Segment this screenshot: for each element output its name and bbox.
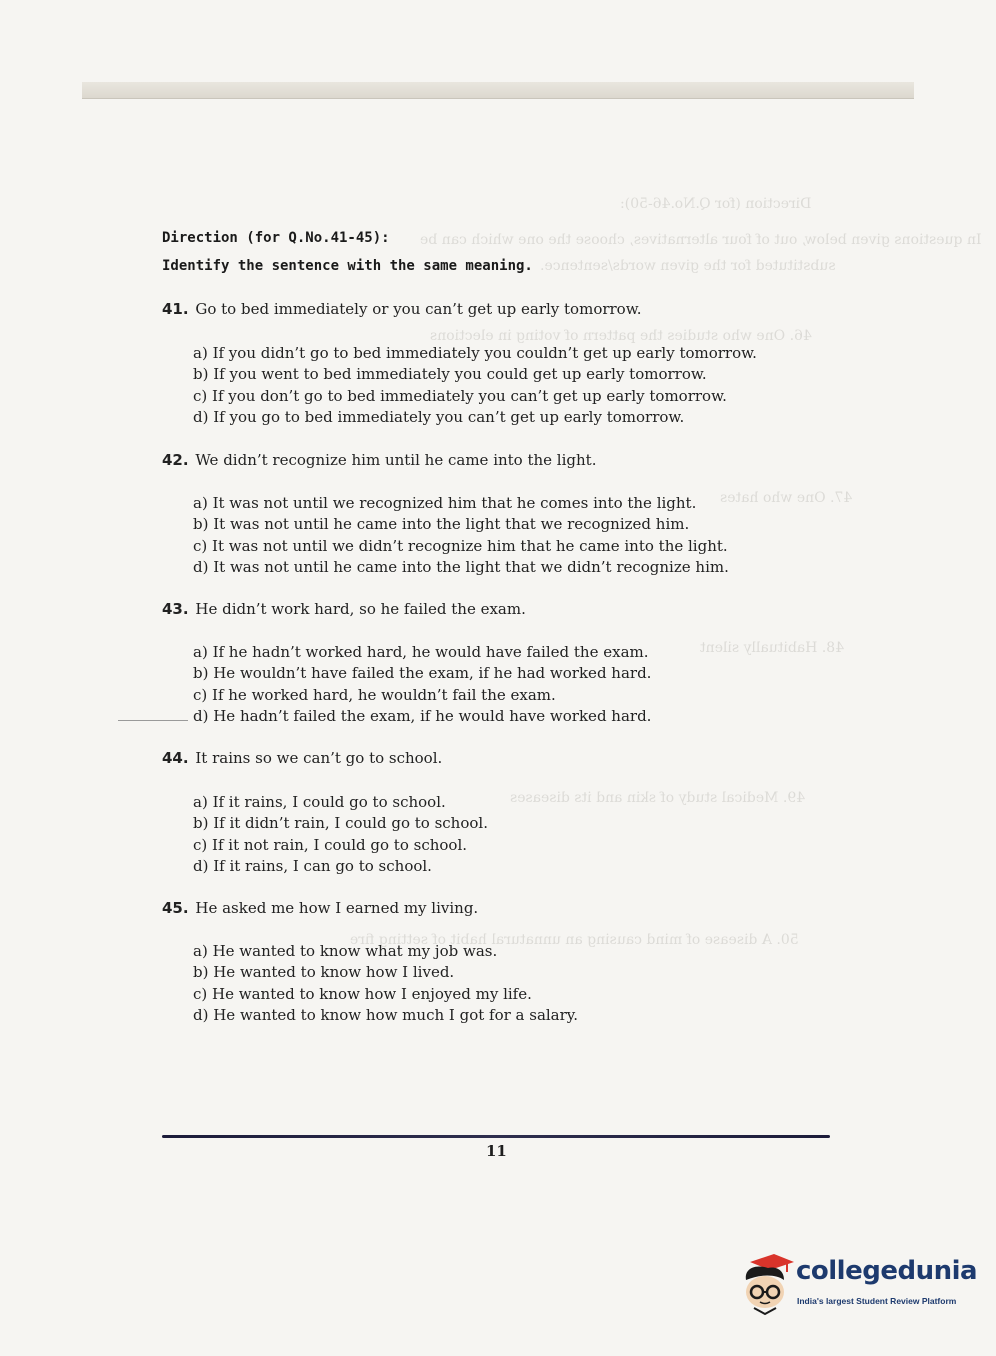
mascot-icon [740, 1252, 796, 1318]
question-43 [162, 600, 526, 618]
option-b: b) If it didn’t rain, I could go to school. [193, 814, 488, 833]
question-number: 41. [162, 300, 189, 318]
bleed-through-text: 48. Habitually silent [700, 640, 845, 656]
question-number: 45. [162, 899, 189, 917]
question-45 [162, 899, 478, 917]
option-a: a) If it rains, I could go to school. [193, 793, 446, 811]
logo-tagline: India's largest Student Review Platform [797, 1296, 957, 1306]
bleed-through-text: In questions given below, out of four alternatives, choose the one which can be [420, 232, 982, 248]
option-c: c) If it not rain, I could go to school. [193, 835, 468, 854]
page-number: 11 [486, 1142, 507, 1160]
question-number: 44. [162, 749, 189, 767]
options-45 [193, 941, 578, 1026]
option-a: a) If you didn’t go to bed immediately you couldn’t get up early tomorrow. [193, 344, 757, 362]
bleed-through-text: Direction (for Q.No.46-50): [620, 196, 812, 212]
scan-top-strip [82, 82, 914, 99]
option-a: a) It was not until we recognized him that he comes into the light. [193, 494, 697, 512]
option-b: b) He wanted to know how I lived. [193, 963, 455, 982]
option-c: c) It was not until we didn’t recognize him that he came into the light. [193, 536, 728, 555]
bleed-through-text: substituted for the given words/sentence. [540, 258, 836, 274]
bleed-through-text: 49. Medical study of skin and its diseases [510, 790, 806, 806]
question-text: We didn’t recognize him until he came into the light. [195, 451, 597, 469]
bleed-through-text: 47. One who hates [720, 490, 853, 506]
option-b: b) He wouldn’t have failed the exam, if he had worked hard. [193, 664, 652, 683]
bleed-through-text: 50. A disease of mind causing an unnatural habit of setting fire [350, 932, 799, 948]
scan-artifact-line [118, 720, 188, 721]
options-43 [193, 642, 651, 727]
option-b: b) If you went to bed immediately you could get up early tomorrow. [193, 365, 707, 384]
logo-wordmark: collegedunia [796, 1256, 978, 1286]
direction-block [162, 224, 533, 280]
question-text: It rains so we can’t go to school. [195, 749, 443, 767]
direction-instruction: Identify the sentence with the same meaning. [162, 258, 533, 274]
options-44 [193, 792, 488, 877]
option-b: b) It was not until he came into the light that we recognized him. [193, 515, 690, 534]
option-d: d) If you go to bed immediately you can’t get up early tomorrow. [193, 407, 685, 426]
option-a: a) If he hadn’t worked hard, he would have failed the exam. [193, 643, 649, 661]
footer-rule [162, 1135, 830, 1138]
question-text: He didn’t work hard, so he failed the exam. [195, 600, 526, 618]
option-c: c) He wanted to know how I enjoyed my life. [193, 984, 532, 1003]
option-d: d) He hadn’t failed the exam, if he would have worked hard. [193, 706, 652, 725]
option-c: c) If he worked hard, he wouldn’t fail the exam. [193, 685, 556, 704]
options-41 [193, 343, 757, 428]
option-d: d) He wanted to know how much I got for a salary. [193, 1005, 579, 1024]
bleed-through-text: 46. One who studies the pattern of voting in elections [430, 328, 812, 344]
question-42 [162, 451, 596, 469]
question-text: Go to bed immediately or you can’t get up early tomorrow. [195, 300, 642, 318]
option-a: a) He wanted to know what my job was. [193, 942, 498, 960]
option-c: c) If you don’t go to bed immediately you can’t get up early tomorrow. [193, 386, 727, 405]
direction-heading: Direction (for Q.No.41-45): [162, 230, 390, 246]
question-number: 43. [162, 600, 189, 618]
option-d: d) If it rains, I can go to school. [193, 856, 432, 875]
option-d: d) It was not until he came into the light that we didn’t recognize him. [193, 557, 729, 576]
options-42 [193, 493, 729, 578]
question-text: He asked me how I earned my living. [195, 899, 479, 917]
question-44 [162, 749, 442, 767]
question-number: 42. [162, 451, 189, 469]
question-41 [162, 300, 642, 318]
collegedunia-logo [740, 1252, 978, 1318]
